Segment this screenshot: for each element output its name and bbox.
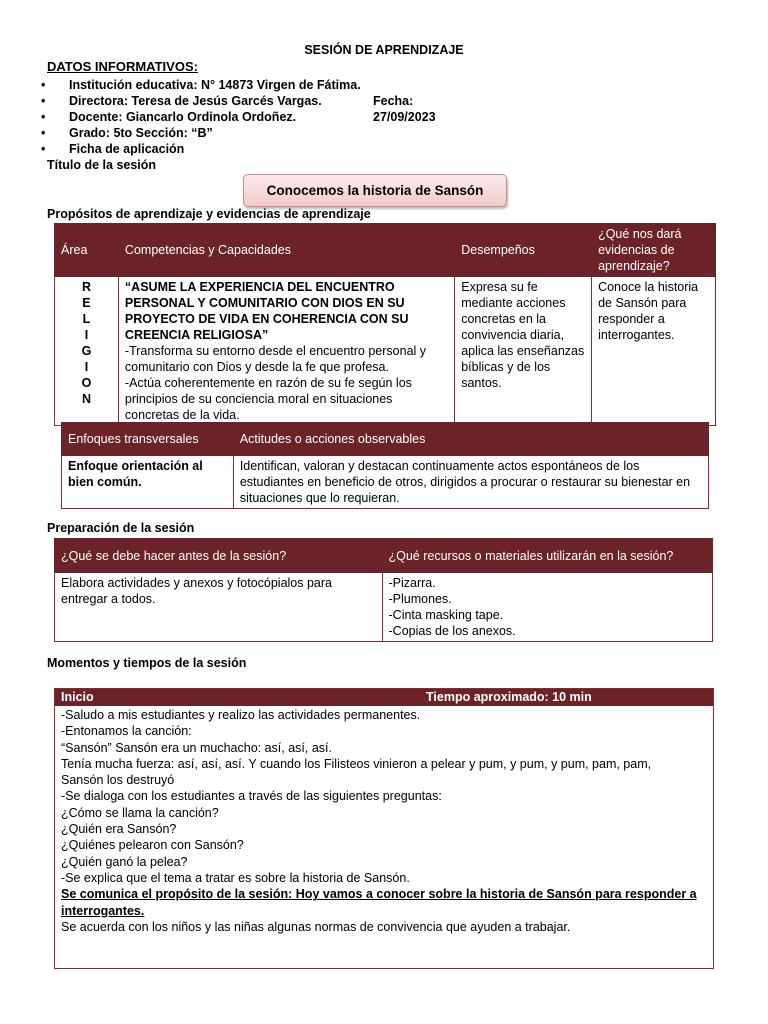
th-competencias: Competencias y Capacidades <box>118 224 454 277</box>
enfoques-table <box>61 422 709 509</box>
th-antes: ¿Qué se debe hacer antes de la sesión? <box>55 539 383 573</box>
info-directora: • Directora: Teresa de Jesús Garcés Vargas. Fecha: 27/09/2023 <box>47 93 361 109</box>
inicio-header <box>55 689 713 706</box>
page-title: SESIÓN DE APRENDIZAJE <box>304 43 464 57</box>
desempeno-cell: Expresa su fe mediante acciones concretas en la convivencia diaria, aplica las enseñanzas bíblicas y de los santos. <box>455 277 592 426</box>
recurso-item: -Cinta masking tape. <box>388 608 504 622</box>
area-cell: R E L I G I O N <box>55 277 119 426</box>
inicio-box <box>54 688 714 969</box>
inicio-line: -Se explica que el tema a tratar es sobre la historia de Sansón. <box>61 870 410 885</box>
inicio-line: ¿Cómo se llama la canción? <box>61 805 219 820</box>
th-desempenos: Desempeños <box>455 224 592 277</box>
antes-cell: Elabora actividades y anexos y fotocópialos para entregar a todos. <box>55 573 383 642</box>
inicio-line: Tenía mucha fuerza: así, así, así. Y cuando los Filisteos vinieron a pelear y pum, y pum, y pum, pam, pam, <box>61 756 652 771</box>
momentos-label: Momentos y tiempos de la sesión <box>47 656 247 670</box>
inicio-line: -Entonamos la canción: <box>61 724 192 739</box>
th-enfoques: Enfoques transversales <box>62 423 234 456</box>
info-ficha: • Ficha de aplicación <box>47 141 361 157</box>
datos-label: DATOS INFORMATIVOS: <box>47 59 198 74</box>
info-institucion: • Institución educativa: N° 14873 Virgen de Fátima. <box>47 77 361 93</box>
competencia-text: “ASUME LA EXPERIENCIA DEL ENCUENTRO PERSONAL Y COMUNITARIO CON DIOS EN SU PROYECTO DE VIDA EN COHERENCIA CON SU CREENCIA RELIGIOSA” <box>124 280 409 342</box>
inicio-line: ¿Quién era Sansón? <box>61 822 177 837</box>
recurso-item: -Copias de los anexos. <box>388 624 516 638</box>
inicio-line: -Se dialoga con los estudiantes a través de las siguientes preguntas: <box>61 789 442 804</box>
preparacion-table <box>54 538 713 642</box>
th-actitudes: Actitudes o acciones observables <box>233 423 708 456</box>
tiempo-label: Tiempo aproximado: 10 min <box>426 690 592 704</box>
actitud-cell: Identifican, valoran y destacan continuamente actos espontáneos de los estudiantes en beneficio de otros, dirigidos a procurar o restaurar su bienestar en situaciones que lo requieran. <box>233 456 708 509</box>
normas-line: Se acuerda con los niños y las niñas algunas normas de convivencia que ayuden a trabajar. <box>61 919 571 934</box>
inicio-line: -Saludo a mis estudiantes y realizo las actividades permanentes. <box>61 708 421 722</box>
competencias-cell <box>118 277 454 426</box>
inicio-label: Inicio <box>61 690 94 704</box>
session-title-banner: Conocemos la historia de Sansón <box>243 174 507 207</box>
capacidad-1: -Transforma su entorno desde el encuentro personal y comunitario con Dios y desde la fe que profesa. <box>124 344 427 374</box>
proposito-sesion: Se comunica el propósito de la sesión: Hoy vamos a conocer sobre la historia de Sansón para responder a interrogantes. <box>61 887 697 918</box>
preparacion-label: Preparación de la sesión <box>47 521 195 535</box>
inicio-line: ¿Quién ganó la pelea? <box>61 854 188 869</box>
info-grado: • Grado: 5to Sección: “B” <box>47 125 361 141</box>
recursos-cell <box>382 573 713 642</box>
th-recursos: ¿Qué recursos o materiales utilizarán en la sesión? <box>382 539 713 573</box>
inicio-line: ¿Quiénes pelearon con Sansón? <box>61 838 244 853</box>
propositos-table <box>54 223 716 426</box>
fecha: Fecha: 27/09/2023 <box>373 94 436 124</box>
recurso-item: -Pizarra. <box>388 576 436 590</box>
info-list <box>47 77 436 157</box>
evidencia-cell: Conoce la historia de Sansón para responder a interrogantes. <box>592 277 716 426</box>
info-docente: • Docente: Giancarlo Ordinola Ordoñez. <box>47 109 361 125</box>
th-area: Área <box>55 224 119 277</box>
enfoque-cell: Enfoque orientación al bien común. <box>62 456 234 509</box>
titulo-label: Título de la sesión <box>47 158 157 172</box>
inicio-line: “Sansón” Sansón era un muchacho: así, así, así. <box>61 740 332 755</box>
th-evidencias: ¿Qué nos dará evidencias de aprendizaje? <box>592 224 716 277</box>
inicio-body <box>55 706 713 936</box>
capacidad-2: -Actúa coherentemente en razón de su fe según los principios de su conciencia moral en situaciones concretas de la vida. <box>124 376 412 422</box>
propositos-label: Propósitos de aprendizaje y evidencias de aprendizaje <box>47 207 371 221</box>
recurso-item: -Plumones. <box>388 592 452 606</box>
inicio-line: Sansón los destruyó <box>61 773 175 788</box>
